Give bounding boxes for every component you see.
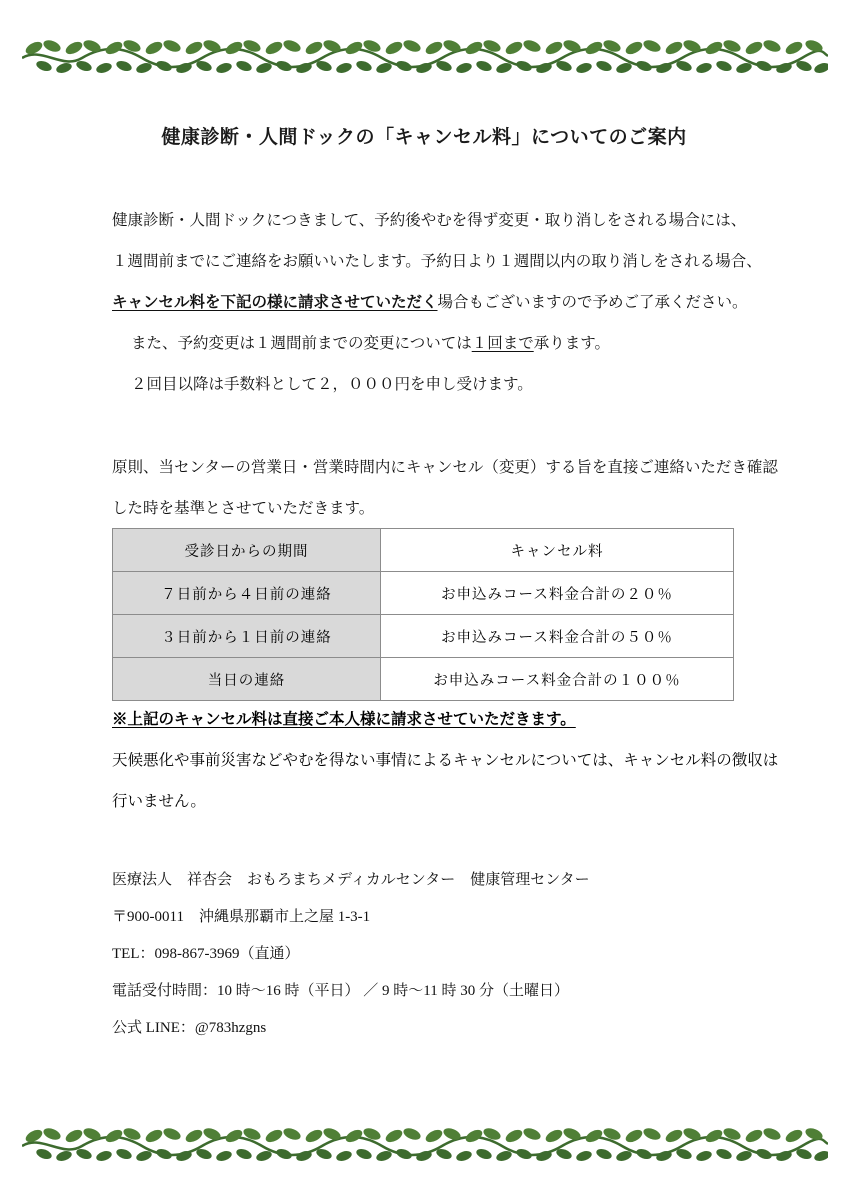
policy-line-3-emphasis: キャンセル料を下記の様に請求させていただく	[112, 294, 438, 311]
leaf-vine-icon	[22, 1120, 828, 1164]
contact-line-account: 公式 LINE：@783hzgns	[112, 1020, 267, 1036]
table-header-period: 受診日からの期間	[113, 529, 381, 572]
paragraph-exception	[112, 740, 779, 822]
cancellation-fee-table	[112, 528, 734, 701]
contact-address: 〒900-0011 沖縄県那覇市上之屋 1-3-1	[112, 909, 371, 925]
table-cell-fee: お申込みコース料金合計の５０％	[380, 615, 733, 658]
policy-line-5: ２回目以降は手数料として２，０００円を申し受けます。	[131, 376, 533, 393]
contact-hours: 電話受付時間：10 時〜16 時（平日） ／ 9 時〜11 時 30 分（土曜日）	[112, 983, 569, 999]
policy-line-4-underline: １回まで	[471, 335, 534, 352]
paragraph-criteria	[112, 447, 778, 529]
table-cell-period: 当日の連絡	[113, 658, 381, 701]
table-cell-period: ７日前から４日前の連絡	[113, 572, 381, 615]
exception-line-1: 天候悪化や事前災害などやむを得ない事情によるキャンセルについては、キャンセル料の徴収は	[112, 752, 779, 769]
criteria-line-2: した時を基準とさせていただきます。	[112, 500, 375, 517]
table-row	[113, 658, 734, 701]
contact-telephone: TEL：098-867-3969（直通）	[112, 946, 300, 962]
policy-line-3	[112, 282, 748, 323]
policy-line-4	[112, 323, 742, 364]
table-cell-period: ３日前から１日前の連絡	[113, 615, 381, 658]
paragraph-policy	[112, 200, 762, 405]
table-cell-fee: お申込みコース料金合計の２０％	[380, 572, 733, 615]
policy-line-1: 健康診断・人間ドックにつきまして、予約後やむを得ず変更・取り消しをされる場合には、	[112, 212, 747, 229]
billing-note: ※上記のキャンセル料は直接ご本人様に請求させていただきます。	[112, 711, 576, 728]
decorative-leaf-border-top	[22, 32, 828, 76]
table-row	[113, 615, 734, 658]
contact-organization: 医療法人 祥杏会 おもろまちメディカルセンター 健康管理センター	[112, 872, 590, 888]
table-header-row	[113, 529, 734, 572]
decorative-leaf-border-bottom	[22, 1120, 828, 1164]
contact-block	[112, 862, 590, 1047]
policy-line-4-a: また、予約変更は１週間前までの変更については	[131, 335, 472, 352]
policy-line-3-rest: 場合もございますので予めご了承ください。	[437, 294, 748, 311]
table-cell-fee: お申込みコース料金合計の１００％	[380, 658, 733, 701]
exception-line-2: 行いません。	[112, 793, 206, 810]
leaf-vine-icon	[22, 32, 828, 76]
table-row	[113, 572, 734, 615]
page-title: 健康診断・人間ドックの「キャンセル料」についてのご案内	[161, 127, 687, 148]
table-header-fee: キャンセル料	[380, 529, 733, 572]
policy-line-2: １週間前までにご連絡をお願いいたします。予約日より１週間以内の取り消しをされる場合、	[112, 253, 762, 270]
policy-line-4-b: 承ります。	[533, 335, 610, 352]
criteria-line-1: 原則、当センターの営業日・営業時間内にキャンセル（変更）する旨を直接ご連絡いただき確認	[112, 459, 778, 476]
